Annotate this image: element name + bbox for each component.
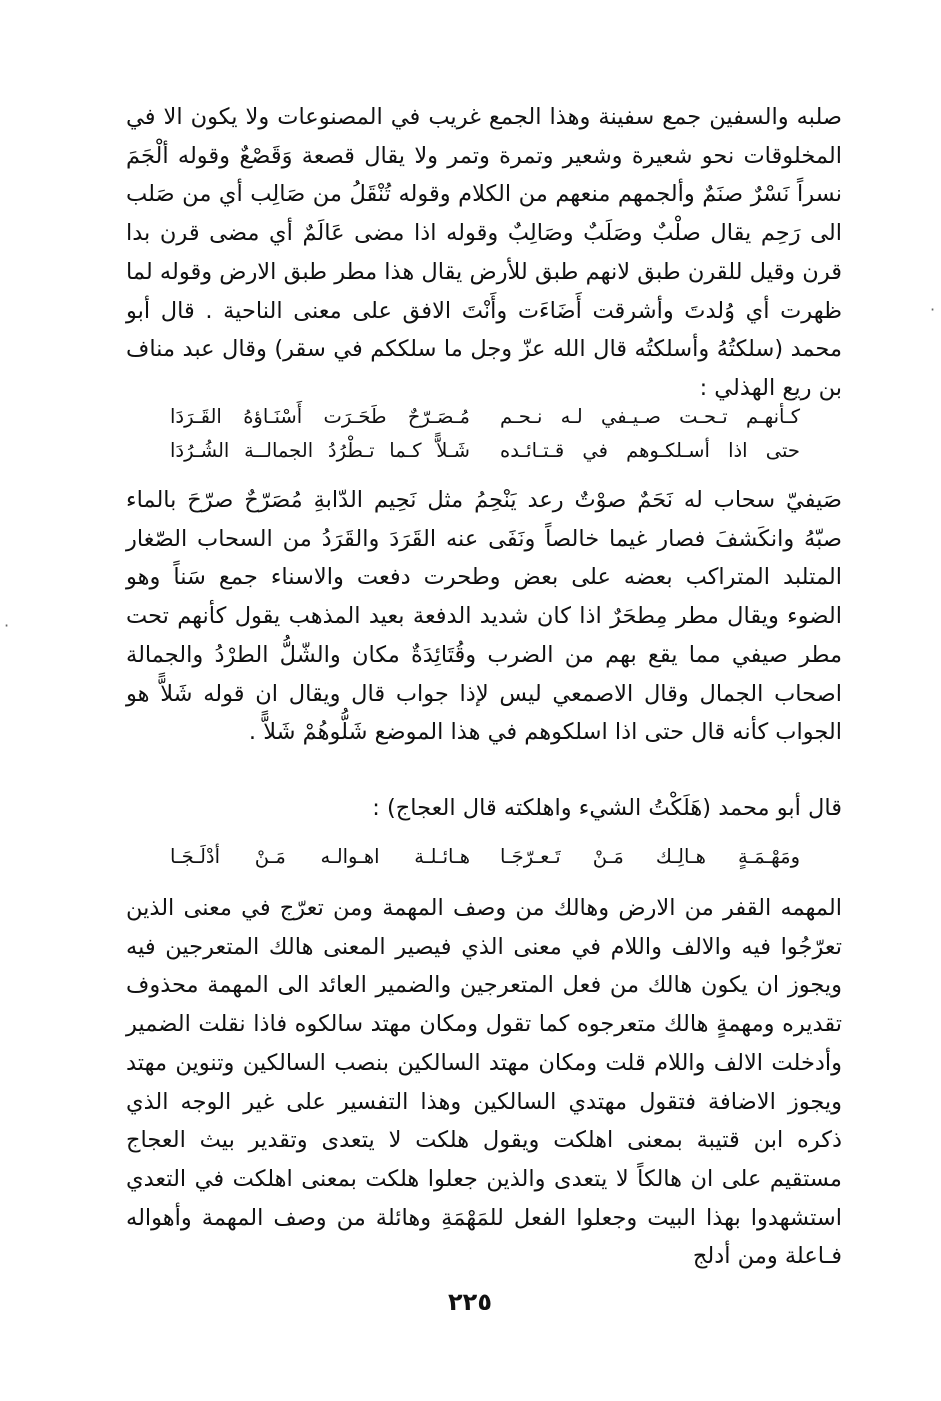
paragraph-3 bbox=[126, 789, 842, 828]
verse-1-line-1-second-hemistich: مُـصَـرّحٌ طَحَـرَت أَسْنَـاؤهُ القَـرَدَا bbox=[170, 405, 470, 428]
paragraph-2 bbox=[126, 481, 842, 752]
paragraph-3-text: قال أبو محمد (هَلَكْتُ الشيء واهلكته قال العجاج) : bbox=[372, 795, 842, 821]
verse-2-line-1-second-hemistich: هـائـلـة اهـوالـه مَـنْ أدْلَـجَـا bbox=[170, 845, 470, 868]
verse-1-line-1 bbox=[170, 400, 800, 434]
verse-1-line-2-first-hemistich: حتى اذا أسـلكـوهم في قـتـائـده bbox=[500, 439, 800, 462]
verse-block-2 bbox=[170, 840, 800, 874]
verse-block-1 bbox=[170, 400, 800, 468]
scan-margin-mark: · bbox=[4, 616, 10, 635]
paragraph-1-text: صلبه والسفين جمع سفينة وهذا الجمع غريب في المصنوعات ولا يكون الا في المخلوقات نحو شعيرة وشعير وتمرة وتمر ولا يقال قصعة وَقَصْعٌ وقوله ألْجَمَ نسراً نَسْرٌ صنَمٌ وألجمهم منعهم من الكلام وقوله تُنْقَلُ من صَالِب أي من صَلب الى رَحِم يقال صلْبٌ وصَلَبٌ وصَالِبٌ وقوله اذا مضى عَالَمٌ أي مضى قرن بدا قرن وقيل للقرن طبق لانهم طبق للأرض يقال هذا مطر طبق الارض وقوله لما ظهرت أي وُلدتَ وأشرقت أَضَاءَت وأَنْتَ الافق على معنى الناحية . قال أبو محمد (سلكتُهُ وأسلكتُه قال الله عزّ وجل ما سلككم في سقر) وقال عبد مناف بن ريع الهذلي : bbox=[126, 104, 842, 401]
page-number: ٢٢٥ bbox=[448, 1288, 492, 1316]
paragraph-4-text: المهمه القفر من الارض وهالك من وصف المهمة ومن تعرّج في معنى الذين تعرّجُوا فيه والالف واللام في معنى الذي فيصير المعنى هالك المتعرجين فيه ويجوز ان يكون هالك من فعل المتعرجين والضمير العائد الى المهمة محذوف تقديره ومهمةٍ هالك متعرجوه كما تقول ومكان مهتد سالكوه فاذا نقلت الضمير وأدخلت الالف واللام قلت ومكان مهتد السالكين بنصب السالكين وتنوين مهتد ويجوز الاضافة فتقول مهتدي السالكين وهذا التفسير على غير الوجه الذي ذكره ابن قتيبة بمعنى اهلكت ويقول هلكت لا يتعدى وتقدير بيث العجاج مستقيم على ان هالكاً لا يتعدى والذين جعلوا هلكت بمعنى اهلكت في التعدي استشهدوا بهذا البيت وجعلوا الفعل للمَهْمَةِ وهائلة من وصف المهمة وأهواله فـاعلة ومن أدلج bbox=[126, 895, 842, 1270]
paragraph-1 bbox=[126, 98, 842, 408]
verse-1-line-2-second-hemistich: شَـلاًّ كـما تـطْرُدُ الجمالــة الشُـرُدَا bbox=[170, 439, 470, 462]
verse-2-line-1 bbox=[170, 840, 800, 874]
scan-margin-mark: · bbox=[930, 300, 936, 319]
paragraph-2-text: صَيفيّ سحاب له نَحَمٌ صوْتٌ رعد يَنْحِمُ مثل نَحِيم الدّابةِ مُصَرّحٌ صرّحَ بالماء صبّهُ وانكَشفَ فصار غيما خالصاً ونَفَى عنه القَرَدَ والقَرَدُ من السحاب الصّغار المتلبد المتراكب بعضه على بعض وطحرت دفعت والاسناء جمع سَناً وهو الضوء ويقال مطر مِطحَرٌ اذا كان شديد الدفعة بعيد المذهب يقول كأنهم تحت مطر صيفي مما يقع بهم من الضرب وقُتَائِدَةٌ مكان والشّلُّ الطرْدُ والجمالة اصحاب الجمال وقال الاصمعي ليس لإذا جواب قال ويقال ان قوله شَلاًّ هو الجواب كأنه قال حتى اذا اسلكوهم في هذا الموضع شَلُّوهُمْ شَلاًّ . bbox=[126, 487, 842, 746]
verse-1-line-2 bbox=[170, 434, 800, 468]
verse-2-line-1-first-hemistich: ومَهْـمَـةٍ هـالِـك مَـنْ تَـعـرّجَـا bbox=[500, 845, 800, 868]
verse-1-line-1-first-hemistich: كـأنهـم تـحـت صـيـفي لـه نـحـم bbox=[500, 405, 800, 428]
paragraph-4 bbox=[126, 889, 842, 1276]
